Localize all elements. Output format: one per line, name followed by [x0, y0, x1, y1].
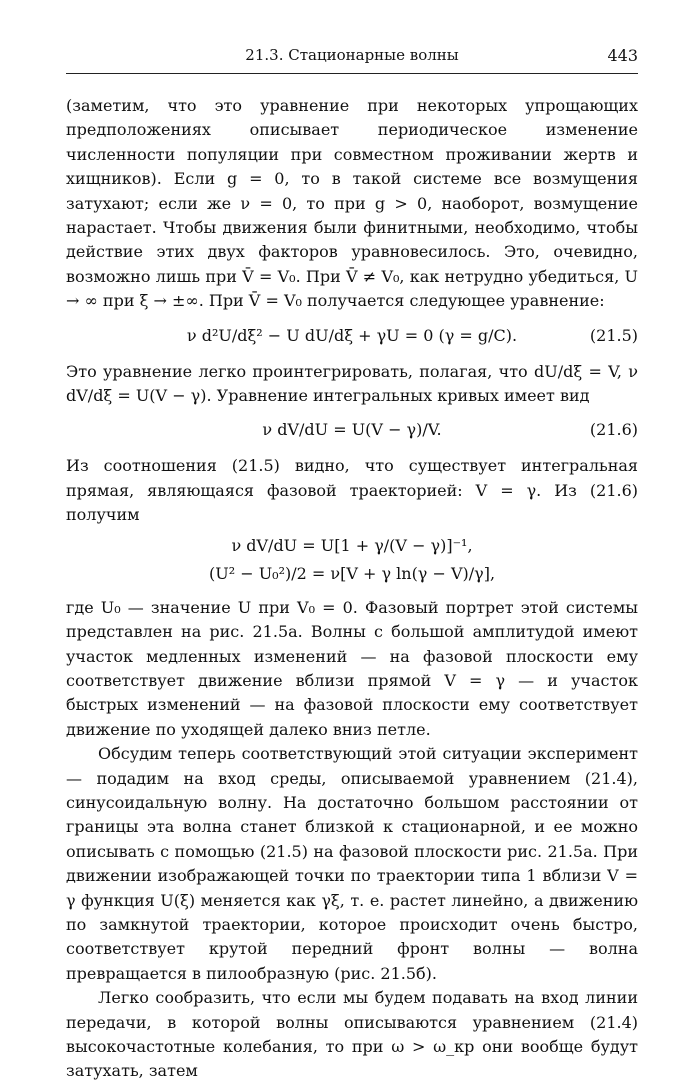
- equation-system: [66, 528, 638, 596]
- paragraph-2: Это уравнение легко проинтегрировать, полагая, что dU/dξ = V, ν dV/dξ = U(V − γ). Уравнение интегральных кривых имеет вид: [66, 361, 638, 406]
- paragraph-6: Легко сообразить, что если мы будем подавать на вход линии передачи, в которой волны описываются уравнением (21.4) высокочастотные колебания, то при ω > ω_кр они вообще будут затухать, затем: [66, 988, 638, 1081]
- page-body: [66, 94, 638, 1084]
- paragraph-1: (заметим, что это уравнение при некоторых упрощающих предположениях описывает периодическое изменение численности популяции при совместном проживании жертв и хищников). Если g = 0, то в такой системе все возмущения затухают; если же ν = 0, то при g > 0, наоборот, возмущение нарастает. Чтобы движения были финитными, необходимо, чтобы действие этих двух факторов уравновесилось. Это, очевидно, возможно лишь при V̄ = V₀. При V̄ ≠ V₀, как нетрудно убедиться, U → ∞ при ξ → ±∞. При V̄ = V₀ получается следующее уравнение:: [66, 96, 638, 311]
- paragraph-5: Обсудим теперь соответствующий этой ситуации эксперимент — подадим на вход среды, описываемой уравнением (21.4), синусоидальную волну. На достаточно большом расстоянии от границы эта волна станет близкой к стационарной, и ее можно описывать с помощью (21.5) на фазовой плоскости рис. 21.5а. При движении изображающей точки по траектории типа 1 вблизи V = γ функция U(ξ) меняется как γξ, т. е. растет линейно, а движению по замкнутой траектории, которое происходит очень быстро, соответствует крутой передний фронт волны — волна превращается в пилообразную (рис. 21.5б).: [66, 744, 638, 983]
- equation-number: (21.5): [589, 325, 638, 345]
- header-rule: [66, 73, 638, 74]
- equation-line-2: (U² − U₀²)/2 = ν[V + γ ln(γ − V)/γ],: [208, 563, 496, 583]
- equation-line-1: ν dV/dU = U[1 + γ/(V − γ)]⁻¹,: [231, 535, 473, 555]
- paragraph-4: где U₀ — значение U при V₀ = 0. Фазовый портрет этой системы представлен на рис. 21.5а. Волны с большой амплитудой имеют участок медленных изменений — на фазовой плоскости ему соответствует движение вблизи прямой V = γ — и участок быстрых изменений — на фазовой плоскости ему соответствует движение по уходящей далеко вниз петле.: [66, 597, 638, 739]
- equation-number: (21.6): [589, 420, 638, 440]
- page-number: 443: [607, 46, 638, 65]
- equation-body: ν d²U/dξ² − U dU/dξ + γU = 0 (γ = g/C).: [186, 325, 518, 345]
- section-title: 21.3. Стационарные волны: [245, 46, 459, 64]
- running-header: [66, 46, 638, 70]
- equation-21-5: [66, 314, 638, 360]
- equation-21-6: [66, 408, 638, 454]
- equation-body: ν dV/dU = U(V − γ)/V.: [262, 420, 442, 440]
- paragraph-3: Из соотношения (21.5) видно, что существует интегральная прямая, являющаяся фазовой траекторией: V = γ. Из (21.6) получим: [66, 456, 638, 525]
